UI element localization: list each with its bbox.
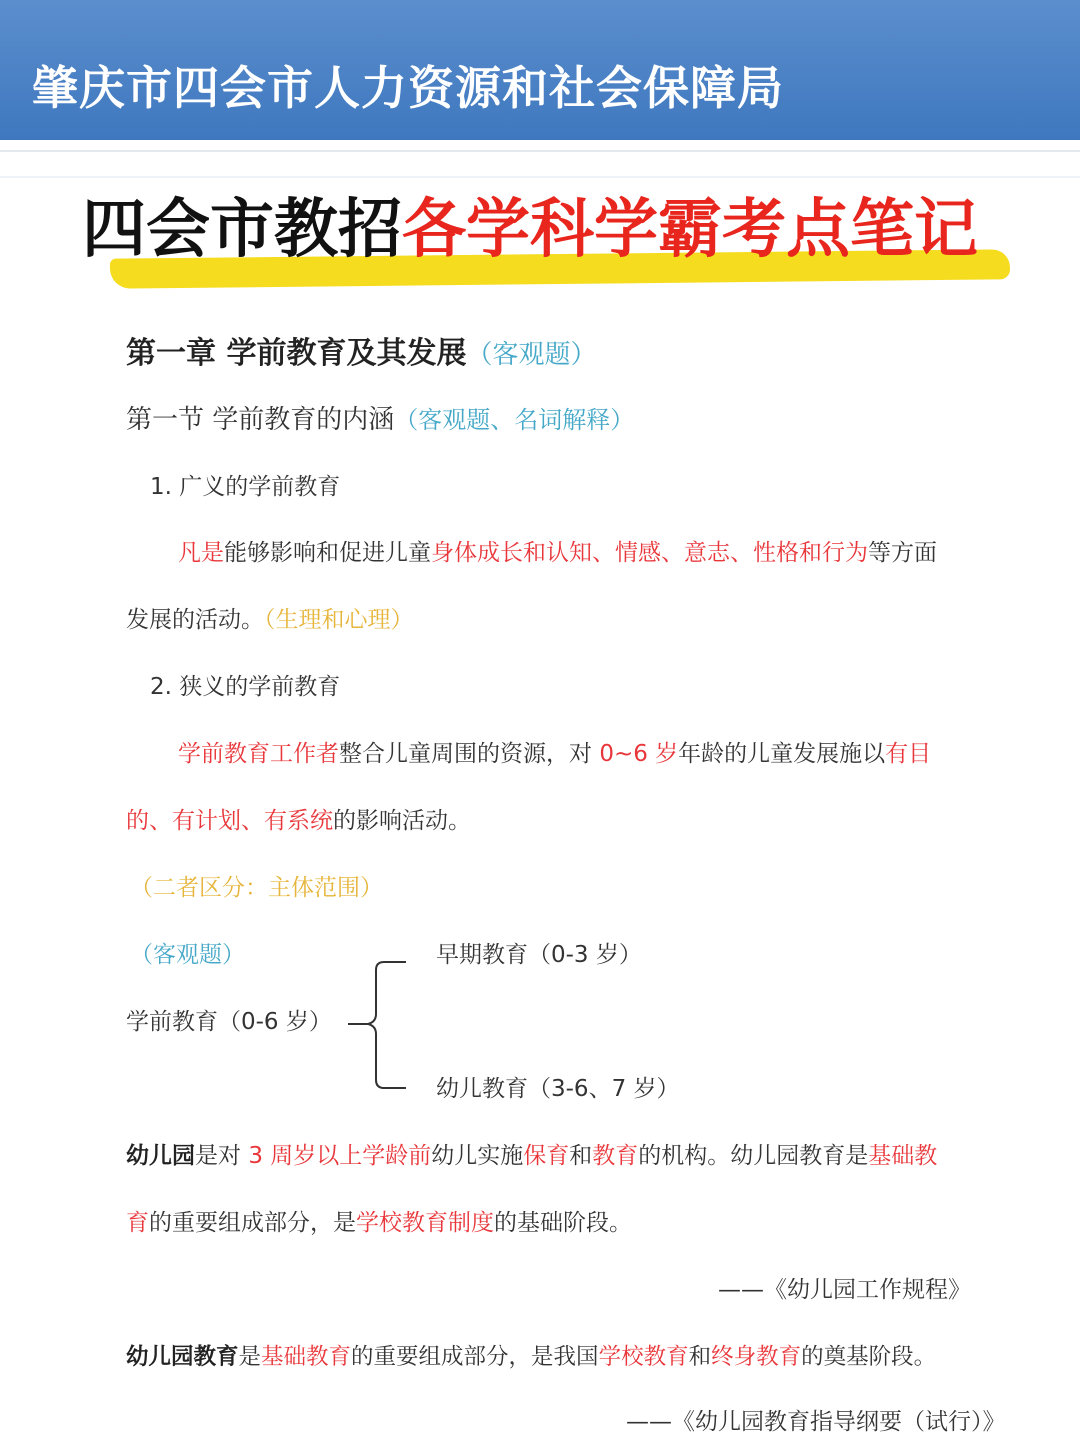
kindergarten-source: ——《幼儿园工作规程》 — [718, 1277, 971, 1303]
kindergarten-line2 — [126, 1206, 632, 1240]
body-text: 和 — [688, 1344, 712, 1370]
emphasis-text: 终身教育 — [711, 1344, 802, 1370]
body-text: 的重要组成部分，是 — [149, 1210, 356, 1236]
diagram-branch-bottom: 幼儿教育（3-6、7 岁） — [436, 1076, 680, 1102]
body-text: 的影响活动。 — [333, 808, 471, 834]
banner-title-black: 四会市教招 — [82, 192, 402, 267]
emphasis-text: 学校教育制度 — [356, 1210, 494, 1236]
emphasis-text: 基础教 — [868, 1143, 938, 1169]
section-title: 第一节 学前教育的内涵 — [126, 405, 395, 435]
divider — [0, 150, 1080, 152]
kindergarten-line1 — [126, 1139, 937, 1173]
item1-paragraph-line1 — [178, 536, 937, 570]
chapter-tag: （客观题） — [466, 340, 597, 370]
emphasis-text: 0~6 岁 — [599, 741, 679, 767]
chapter-title: 第一章 学前教育及其发展 — [126, 336, 467, 371]
emphasis-text: 有目 — [885, 741, 932, 767]
body-text: 的基础阶段。 — [494, 1210, 632, 1236]
emphasis-text: 学前教育工作者 — [178, 741, 339, 767]
body-text: 能够影响和促进儿童 — [224, 540, 431, 566]
body-text: 年龄的儿童发展施以 — [678, 741, 886, 767]
emphasis-text: 基础教育 — [261, 1344, 352, 1370]
body-text: 幼儿实施 — [431, 1143, 524, 1169]
kg-education-source: ——《幼儿园教育指导纲要（试行）》 — [626, 1409, 1006, 1435]
diagram-tag: （客观题） — [130, 942, 245, 968]
emphasis-text: 的、有计划、有系统 — [126, 808, 333, 834]
item2-note: （二者区分：主体范围） — [130, 875, 383, 901]
item2-paragraph-line1 — [178, 737, 931, 771]
divider — [0, 176, 1080, 178]
bold-term: 幼儿园教育 — [126, 1344, 239, 1370]
bold-term: 幼儿园 — [126, 1143, 195, 1169]
body-text: 的机构。幼儿园教育是 — [638, 1143, 869, 1169]
diagram-root: 学前教育（0-6 岁） — [126, 1009, 332, 1035]
body-text: 和 — [569, 1143, 593, 1169]
body-text: 的奠基阶段。 — [801, 1344, 937, 1370]
item1-paragraph-line2 — [126, 603, 414, 637]
body-text: 等方面 — [868, 540, 937, 566]
emphasis-text: 凡是 — [178, 540, 224, 566]
body-text: 是对 — [195, 1143, 249, 1169]
emphasis-text: 育 — [126, 1210, 149, 1236]
body-text: 整合儿童周围的资源，对 — [339, 741, 600, 767]
body-text: 的重要组成部分，是我国 — [351, 1344, 599, 1370]
section-tag: （客观题、名词解释） — [394, 406, 635, 434]
item1-heading: 1. 广义的学前教育 — [150, 474, 341, 500]
emphasis-text: 身体成长和认知、情感、意志、性格和行为 — [431, 540, 868, 566]
emphasis-text: 保育 — [523, 1143, 570, 1169]
chapter-heading — [126, 334, 596, 376]
kg-education-line — [126, 1340, 936, 1374]
item2-paragraph-line2 — [126, 804, 471, 838]
emphasis-text: 3 周岁以上学龄前 — [248, 1143, 432, 1169]
diagram-branch-top: 早期教育（0-3 岁） — [436, 942, 642, 968]
item2-heading: 2. 狭义的学前教育 — [150, 674, 341, 700]
section-heading — [126, 402, 634, 439]
header-bar — [0, 0, 1080, 140]
emphasis-text: 教育 — [592, 1143, 639, 1169]
banner-title — [82, 188, 1012, 288]
brace-icon — [340, 960, 410, 1090]
header-title: 肇庆市四会市人力资源和社会保障局 — [32, 61, 784, 115]
note-text: （生理和心理） — [264, 607, 414, 633]
emphasis-text: 学校教育 — [598, 1344, 689, 1370]
body-text: 发展的活动。 — [126, 607, 264, 633]
banner-title-red: 各学科学霸考点笔记 — [402, 192, 978, 267]
body-text: 是 — [238, 1344, 262, 1370]
